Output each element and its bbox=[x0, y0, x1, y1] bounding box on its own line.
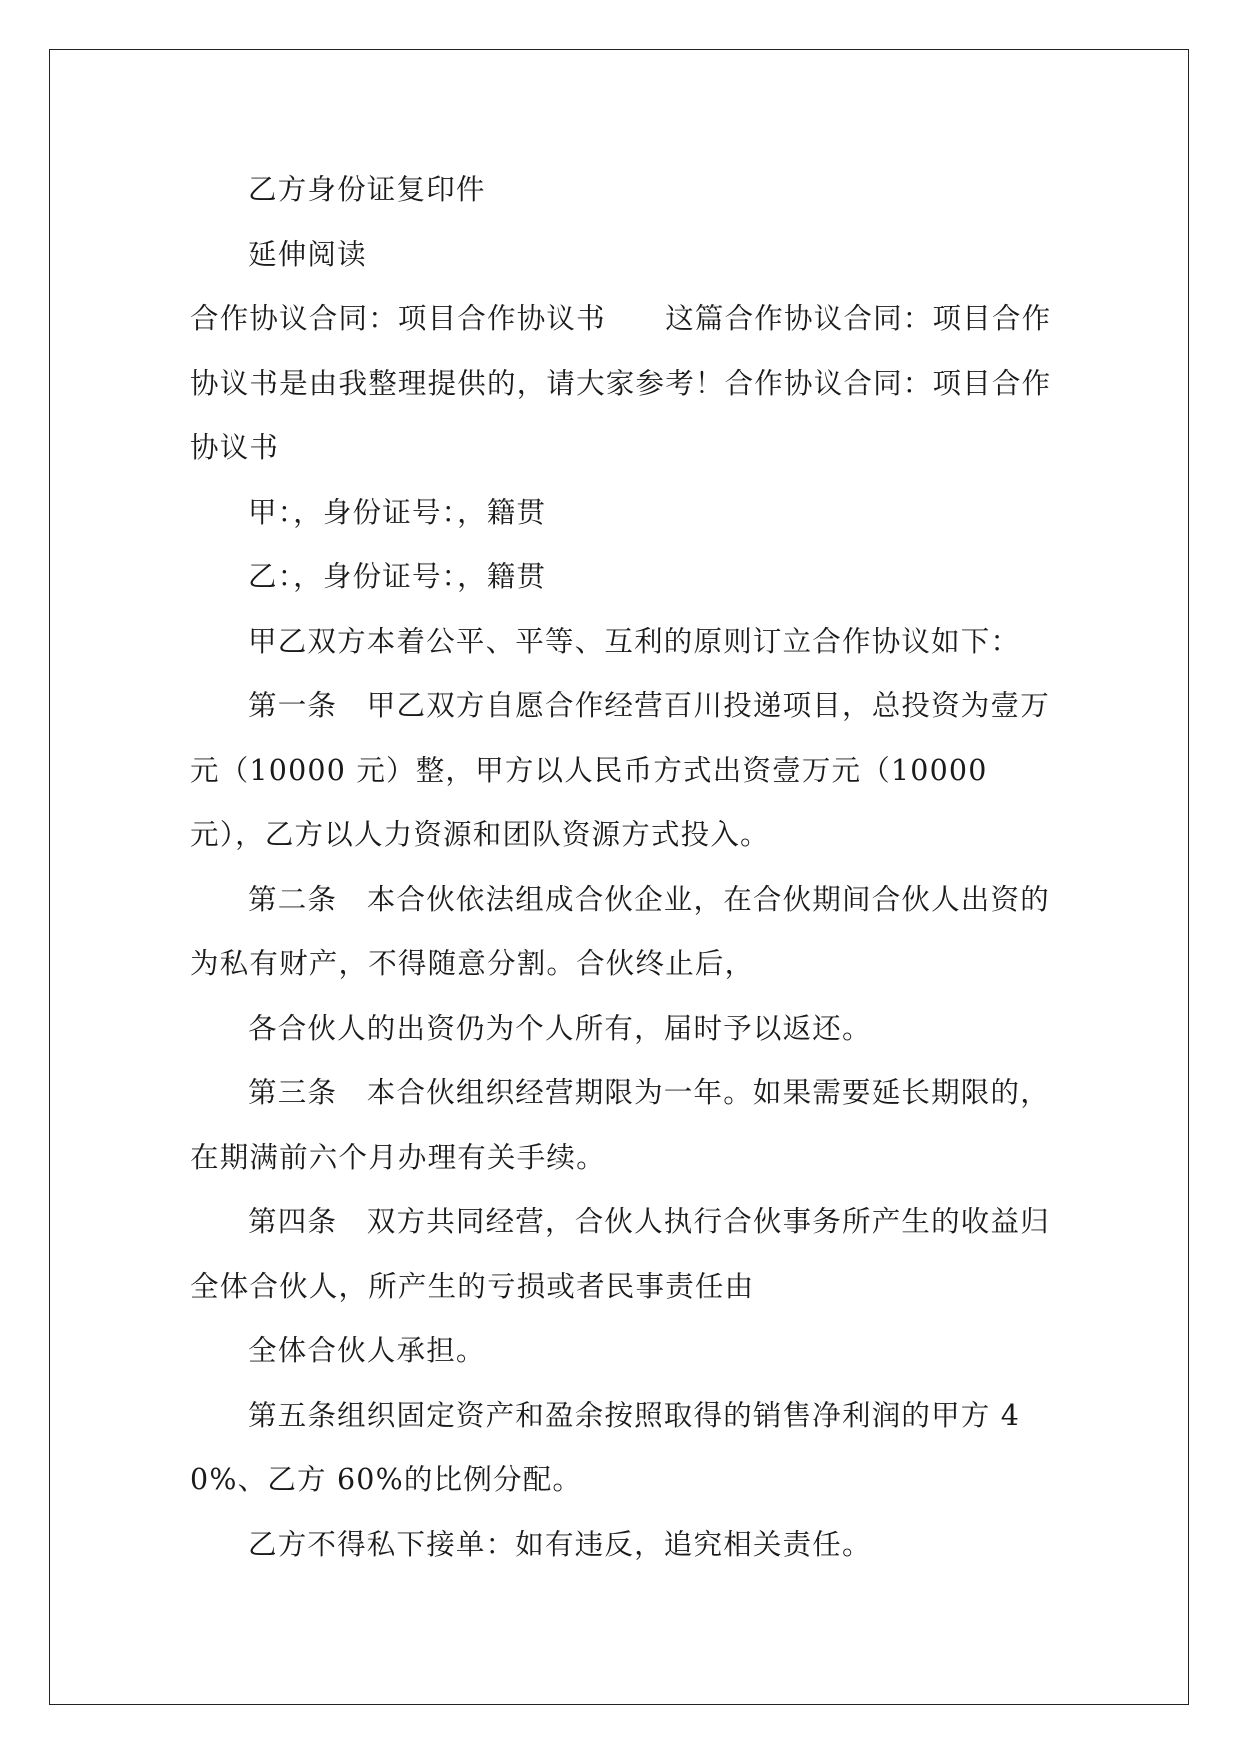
paragraph-article-4-cont: 全体合伙人承担。 bbox=[248, 1334, 486, 1367]
paragraph-article-3: 第三条 本合伙组织经营期限为一年。如果需要延长期限的，在期满前六个月办理有关手续。 bbox=[190, 1076, 1050, 1174]
paragraph-no-private-orders: 乙方不得私下接单：如有违反，追究相关责任。 bbox=[248, 1527, 872, 1561]
paragraph-agreement-intro: 合作协议合同：项目合作协议书 这篇合作协议合同：项目合作协议书是由我整理提供的，请大家参考！合作协议合同：项目合作协议书 bbox=[190, 302, 1052, 464]
paragraph-article-5: 第五条组织固定资产和盈余按照取得的销售净利润的甲方 40%、乙方 60%的比例分配。 bbox=[190, 1398, 1021, 1496]
document-body bbox=[190, 158, 1070, 1577]
paragraph-article-2: 第二条 本合伙依法组成合伙企业，在合伙期间合伙人出资的为私有财产，不得随意分割。合伙终止后， bbox=[190, 882, 1050, 980]
paragraph-article-4: 第四条 双方共同经营，合伙人执行合伙事务所产生的收益归全体合伙人，所产生的亏损或者民事责任由 bbox=[190, 1205, 1050, 1303]
paragraph-article-2-cont: 各合伙人的出资仍为个人所有，届时予以返还。 bbox=[248, 1011, 872, 1045]
paragraph-party-b: 乙：，身份证号：，籍贯 bbox=[248, 560, 547, 593]
paragraph-party-a: 甲：，身份证号：，籍贯 bbox=[248, 495, 547, 529]
paragraph-id-copy: 乙方身份证复印件 bbox=[248, 173, 486, 206]
paragraph-article-1: 第一条 甲乙双方自愿合作经营百川投递项目，总投资为壹万元（10000 元）整，甲方以人民币方式出资壹万元（10000 元），乙方以人力资源和团队资源方式投入。 bbox=[190, 689, 1050, 851]
paragraph-principles: 甲乙双方本着公平、平等、互利的原则订立合作协议如下： bbox=[248, 624, 1021, 658]
paragraph-extended-reading: 延伸阅读 bbox=[248, 237, 367, 271]
